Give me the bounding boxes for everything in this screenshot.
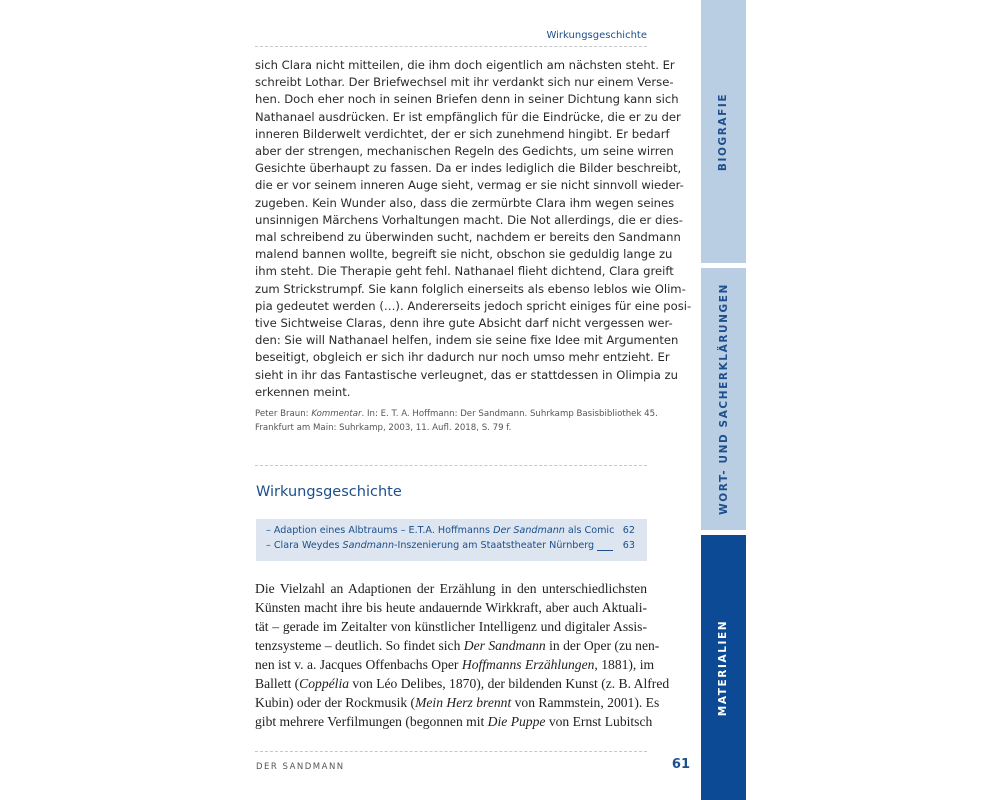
cross-reference-page: 62 xyxy=(622,525,635,536)
tab-label: WORT- UND SACHERKLÄRUNGEN xyxy=(717,283,730,515)
citation xyxy=(255,408,658,435)
body-line: tenzsysteme – deutlich. So findet sich Der Sandmann in der Oper (zu nen- xyxy=(255,638,660,653)
quote-block xyxy=(255,57,692,401)
quote-line: zugeben. Kein Wunder also, dass die zermürbte Clara ihm wegen seines xyxy=(255,195,675,210)
section-title: Wirkungsgeschichte xyxy=(256,484,402,500)
quote-line: zum Strickstrumpf. Sie kann folglich einerseits als ebenso leblos wie Olim- xyxy=(255,281,686,296)
quote-line: malend bannen wollte, begreift sie nicht, obschon sie geduldig lange zu xyxy=(255,247,673,262)
tab-label: BIOGRAFIE xyxy=(717,92,730,171)
citation-line-2: Frankfurt am Main: Suhrkamp, 2003, 11. Aufl. 2018, S. 79 f. xyxy=(255,422,512,433)
section-divider xyxy=(255,465,647,466)
quote-line: den: Sie will Nathanael helfen, indem sie seine fixe Idee mit Argumenten xyxy=(255,333,679,348)
leader-line xyxy=(597,550,613,551)
tab-biografie[interactable] xyxy=(701,0,746,263)
quote-line: tive Sichtweise Claras, denn ihre gute Absicht darf nicht vergessen wer- xyxy=(255,316,673,331)
body-line: tät – gerade im Zeitalter von künstlicher Intelligenz und digitaler Assis- xyxy=(255,619,647,634)
quote-line: Gesichte überhaupt zu fassen. Da er indes lediglich die Bilder beschreibt, xyxy=(255,161,682,176)
quote-line: schreibt Lothar. Der Briefwechsel mit ihr verdankt sich nur einem Verse- xyxy=(255,75,674,90)
body-line: gibt mehrere Verfilmungen (begonnen mit Die Puppe von Ernst Lubitsch xyxy=(255,714,653,729)
tab-label: MATERIALIEN xyxy=(717,619,730,716)
quote-line: ihm steht. Die Therapie geht fehl. Nathanael flieht dichtend, Clara greift xyxy=(255,264,674,279)
body-line: nen ist v. a. Jacques Offenbachs Oper Hoffmanns Erzählungen, 1881), im xyxy=(255,657,655,672)
footer-label: DER SANDMANN xyxy=(256,762,345,772)
quote-line: beseitigt, obgleich er sich ihr dadurch nur noch umso mehr entzieht. Er xyxy=(255,350,670,365)
quote-line: inneren Bilderwelt verdichtet, der er sich zunehmend hingibt. Er bedarf xyxy=(255,126,670,141)
quote-line: sich Clara nicht mitteilen, die ihm doch eigentlich am nächsten steht. Er xyxy=(255,58,675,72)
body-line: Kubin) oder der Rockmusik (Mein Herz brennt von Rammstein, 2001). Es xyxy=(255,695,660,710)
quote-line: erkennen meint. xyxy=(255,384,351,399)
header-divider xyxy=(255,46,647,47)
cross-reference-box xyxy=(256,519,647,561)
cross-reference-page: 63 xyxy=(622,540,635,551)
body-line: Ballett (Coppélia von Léo Delibes, 1870), der bildenden Kunst (z. B. Alfred xyxy=(255,676,670,691)
quote-line: mal schreibend zu überwinden sucht, nachdem er bereits den Sandmann xyxy=(255,230,681,245)
tab-wort-und-sacherklaerungen[interactable] xyxy=(701,268,746,530)
quote-line: unsinnigen Märchens Vorhaltungen macht. Die Not allerdings, die er dies- xyxy=(255,212,683,227)
cross-reference-link[interactable]: – Adaption eines Albtraums – E.T.A. Hoffmanns Der Sandmann als Comic 62 xyxy=(266,525,635,536)
cross-reference-link[interactable]: – Clara Weydes Sandmann-Inszenierung am Staatstheater Nürnberg 63 xyxy=(266,540,635,551)
quote-line: pia gedeutet werden (…). Andererseits jedoch spricht einiges für eine posi- xyxy=(255,298,692,313)
body-line: Künsten macht ihre bis heute andauernde Wirkkraft, aber auch Aktuali- xyxy=(255,600,647,615)
running-header: Wirkungsgeschichte xyxy=(546,30,647,41)
quote-line: hen. Doch eher noch in seinen Briefen denn in seiner Dichtung kann sich xyxy=(255,92,679,107)
page-number: 61 xyxy=(671,757,690,772)
quote-line: aber der strengen, mechanischen Regeln des Gedichts, um seine wirren xyxy=(255,144,674,159)
quote-line: die er vor seinem inneren Auge sieht, vermag er sie nicht sinnvoll wieder- xyxy=(255,178,684,193)
footer-divider xyxy=(255,751,647,752)
body-line: Die Vielzahl an Adaptionen der Erzählung in den unterschiedlichsten xyxy=(255,581,647,596)
tab-materialien[interactable] xyxy=(701,535,746,800)
quote-line: Nathanael ausdrücken. Er ist empfänglich für die Eindrücke, die er zu der xyxy=(255,109,681,124)
quote-line: sieht in ihr das Fantastische verleugnet, das er stattdessen in Olimpia zu xyxy=(255,367,678,382)
body-text xyxy=(255,579,670,731)
citation-line-1: Peter Braun: Kommentar. In: E. T. A. Hoffmann: Der Sandmann. Suhrkamp Basisbibliothek 45. xyxy=(255,409,658,419)
